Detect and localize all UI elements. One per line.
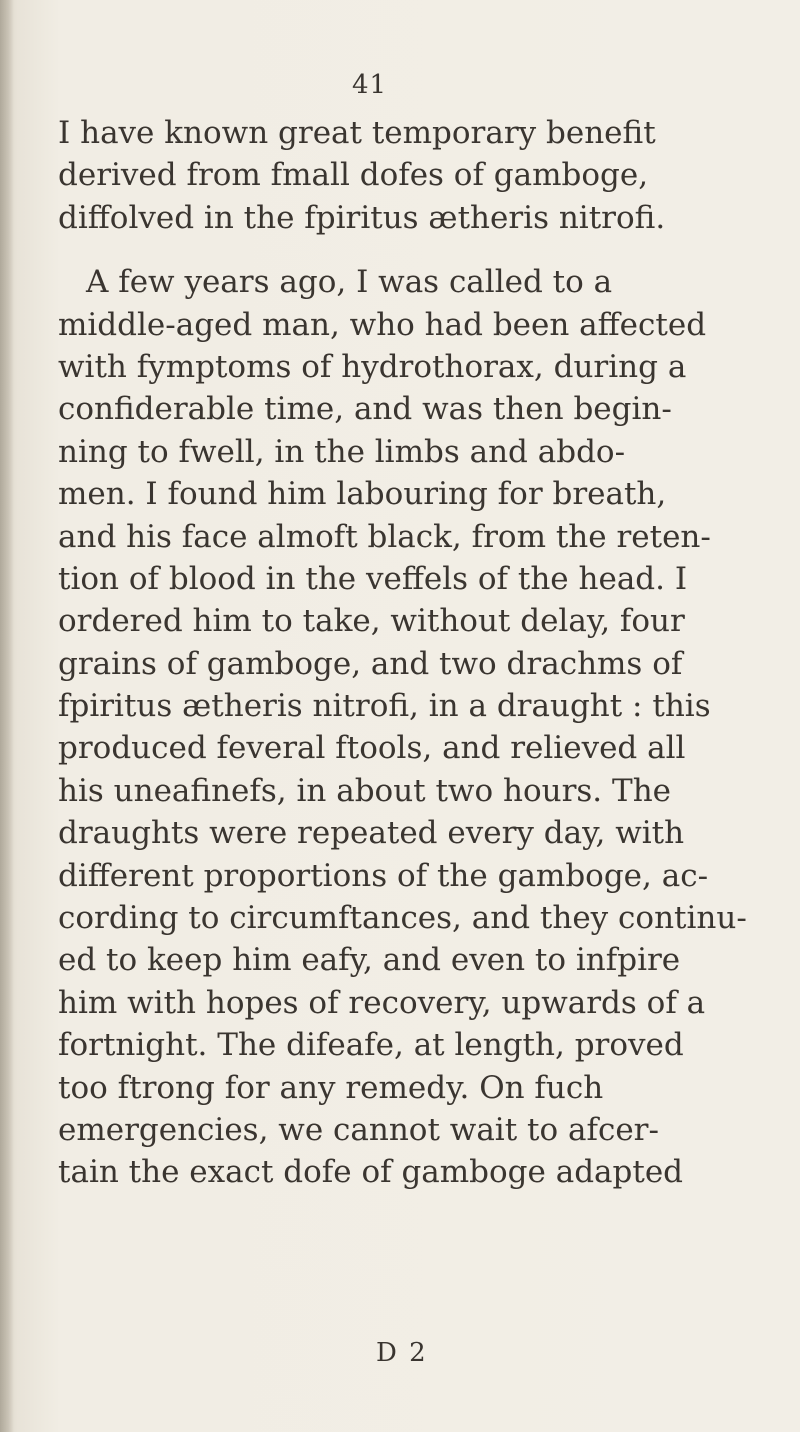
paragraph-2: [58, 261, 758, 1194]
text-line: produced feveral ftools, and relieved all: [58, 730, 686, 767]
text-line: with fymptoms of hydrothorax, during a: [58, 348, 687, 385]
text-line: derived from fmall dofes of gamboge,: [58, 157, 649, 194]
text-line: confiderable time, and was then begin-: [58, 391, 672, 428]
text-line: ordered him to take, without delay, four: [58, 603, 685, 640]
text-line: tain the exact dofe of gamboge adapted: [58, 1154, 684, 1191]
text-line: fortnight. The difeafe, at length, proved: [58, 1027, 684, 1064]
text-line: diffolved in the fpiritus ætheris nitrofi.: [58, 199, 666, 236]
signature-mark: D 2: [376, 1338, 428, 1368]
text-line: cording to circumftances, and they continu-: [58, 900, 747, 937]
text-line: ning to fwell, in the limbs and abdo-: [58, 433, 626, 470]
text-line: grains of gamboge, and two drachms of: [58, 645, 683, 682]
text-line: tion of blood in the veffels of the head. I: [58, 560, 688, 597]
text-line: and his face almoft black, from the reten-: [58, 518, 711, 555]
text-line: different proportions of the gamboge, ac-: [58, 857, 709, 894]
paragraph-spacing: [58, 239, 758, 261]
text-line: too ftrong for any remedy. On fuch: [58, 1069, 604, 1106]
text-line: draughts were repeated every day, with: [58, 815, 685, 852]
text-line: fpiritus ætheris nitrofi, in a draught : this: [58, 688, 711, 725]
paragraph-1: [58, 112, 758, 239]
page-number: 41: [352, 70, 388, 100]
text-line: ed to keep him eafy, and even to infpire: [58, 942, 681, 979]
text-line: his uneafinefs, in about two hours. The: [58, 772, 672, 809]
binding-gutter: [0, 0, 14, 1432]
text-line: men. I found him labouring for breath,: [58, 476, 667, 513]
text-line: middle-aged man, who had been affected: [58, 306, 707, 343]
body-text: [58, 112, 758, 1194]
text-line: I have known great temporary benefit: [58, 115, 656, 151]
text-line: emergencies, we cannot wait to afcer-: [58, 1111, 659, 1148]
text-line: A few years ago, I was called to a: [86, 264, 613, 301]
text-line: him with hopes of recovery, upwards of a: [58, 984, 706, 1021]
